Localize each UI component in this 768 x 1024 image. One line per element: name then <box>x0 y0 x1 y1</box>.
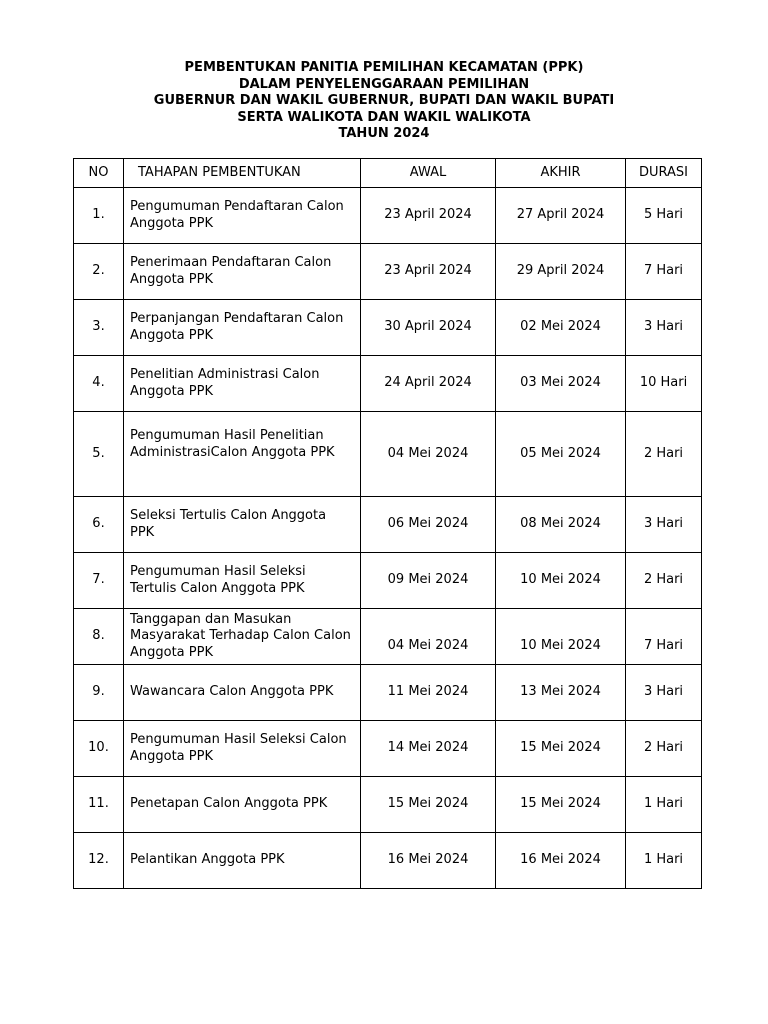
row-start-date: 23 April 2024 <box>361 244 496 300</box>
row-start-date: 24 April 2024 <box>361 356 496 412</box>
row-start-date: 16 Mei 2024 <box>361 833 496 889</box>
column-header-akhir: AKHIR <box>496 159 626 188</box>
title-line-3: GUBERNUR DAN WAKIL GUBERNUR, BUPATI DAN WAKIL BUPATI <box>153 93 615 109</box>
row-end-date: 27 April 2024 <box>496 188 626 244</box>
title-line-1: PEMBENTUKAN PANITIA PEMILIHAN KECAMATAN (PPK) <box>184 60 584 75</box>
row-start-date: 15 Mei 2024 <box>361 777 496 833</box>
table-row <box>74 721 702 777</box>
row-duration: 7 Hari <box>626 609 702 665</box>
table-row <box>74 609 702 665</box>
row-end-date: 02 Mei 2024 <box>496 300 626 356</box>
table-row <box>74 497 702 553</box>
table-row <box>74 833 702 889</box>
row-end-date: 13 Mei 2024 <box>496 665 626 721</box>
row-end-date: 10 Mei 2024 <box>496 553 626 609</box>
row-duration: 3 Hari <box>626 665 702 721</box>
table-row <box>74 412 702 497</box>
row-start-date: 09 Mei 2024 <box>361 553 496 609</box>
row-start-date: 14 Mei 2024 <box>361 721 496 777</box>
row-number: 4. <box>74 356 124 412</box>
row-end-date: 10 Mei 2024 <box>496 609 626 665</box>
row-number: 2. <box>74 244 124 300</box>
table-row <box>74 244 702 300</box>
row-number: 5. <box>74 412 124 497</box>
row-stage: Pengumuman Hasil Seleksi Tertulis Calon Anggota PPK <box>124 553 361 609</box>
table-row <box>74 665 702 721</box>
title-line-5: TAHUN 2024 <box>338 126 430 142</box>
row-end-date: 29 April 2024 <box>496 244 626 300</box>
row-duration: 3 Hari <box>626 300 702 356</box>
row-duration: 2 Hari <box>626 553 702 609</box>
row-end-date: 03 Mei 2024 <box>496 356 626 412</box>
row-stage: Pengumuman Hasil Seleksi Calon Anggota PPK <box>124 721 361 777</box>
column-header-awal: AWAL <box>361 159 496 188</box>
row-number: 8. <box>74 609 124 665</box>
table-row <box>74 777 702 833</box>
row-duration: 5 Hari <box>626 188 702 244</box>
title-line-4: SERTA WALIKOTA DAN WAKIL WALIKOTA <box>237 109 531 125</box>
row-start-date: 23 April 2024 <box>361 188 496 244</box>
row-duration: 10 Hari <box>626 356 702 412</box>
row-duration: 1 Hari <box>626 833 702 889</box>
row-end-date: 05 Mei 2024 <box>496 412 626 497</box>
row-stage: Wawancara Calon Anggota PPK <box>124 665 361 721</box>
row-number: 10. <box>74 721 124 777</box>
table-row <box>74 356 702 412</box>
row-stage: Pengumuman Hasil Penelitian AdministrasiCalon Anggota PPK <box>124 412 361 497</box>
table-row <box>74 300 702 356</box>
row-number: 7. <box>74 553 124 609</box>
row-number: 1. <box>74 188 124 244</box>
row-duration: 3 Hari <box>626 497 702 553</box>
column-header-tahapan: TAHAPAN PEMBENTUKAN <box>124 159 361 188</box>
row-start-date: 04 Mei 2024 <box>361 609 496 665</box>
row-stage: Penerimaan Pendaftaran Calon Anggota PPK <box>124 244 361 300</box>
row-number: 3. <box>74 300 124 356</box>
document-title <box>0 60 768 143</box>
row-start-date: 30 April 2024 <box>361 300 496 356</box>
row-stage: Tanggapan dan Masukan Masyarakat Terhadap Calon Calon Anggota PPK <box>124 609 361 665</box>
row-end-date: 08 Mei 2024 <box>496 497 626 553</box>
row-number: 6. <box>74 497 124 553</box>
row-number: 9. <box>74 665 124 721</box>
row-duration: 7 Hari <box>626 244 702 300</box>
column-header-durasi: DURASI <box>626 159 702 188</box>
row-number: 11. <box>74 777 124 833</box>
table-row <box>74 553 702 609</box>
row-duration: 2 Hari <box>626 721 702 777</box>
row-stage: Penetapan Calon Anggota PPK <box>124 777 361 833</box>
row-stage: Pengumuman Pendaftaran Calon Anggota PPK <box>124 188 361 244</box>
title-line-2: DALAM PENYELENGGARAAN PEMILIHAN <box>238 76 530 92</box>
row-number: 12. <box>74 833 124 889</box>
table-header-row <box>74 159 702 188</box>
table-row <box>74 188 702 244</box>
row-duration: 1 Hari <box>626 777 702 833</box>
row-end-date: 15 Mei 2024 <box>496 777 626 833</box>
row-stage: Penelitian Administrasi Calon Anggota PPK <box>124 356 361 412</box>
row-start-date: 06 Mei 2024 <box>361 497 496 553</box>
row-duration: 2 Hari <box>626 412 702 497</box>
column-header-no: NO <box>74 159 124 188</box>
row-stage: Perpanjangan Pendaftaran Calon Anggota PPK <box>124 300 361 356</box>
schedule-table <box>73 158 702 889</box>
row-end-date: 15 Mei 2024 <box>496 721 626 777</box>
row-end-date: 16 Mei 2024 <box>496 833 626 889</box>
row-start-date: 04 Mei 2024 <box>361 412 496 497</box>
row-stage: Seleksi Tertulis Calon Anggota PPK <box>124 497 361 553</box>
row-start-date: 11 Mei 2024 <box>361 665 496 721</box>
row-stage: Pelantikan Anggota PPK <box>124 833 361 889</box>
